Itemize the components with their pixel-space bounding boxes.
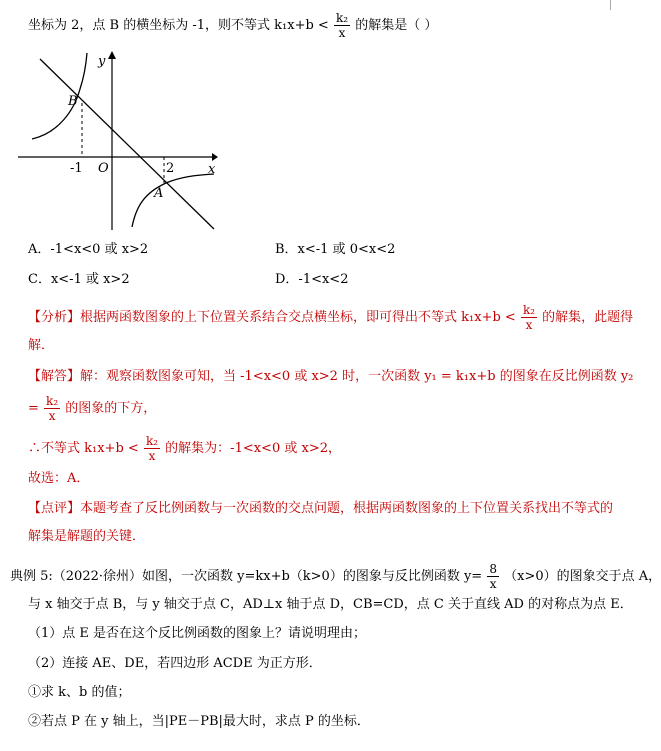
example-line-5: ①求 k、b 的值；: [28, 685, 131, 700]
solution-line-1: 【解答】解：观察函数图象可知，当 -1<x<0 或 x>2 时，一次函数 y₁ = k₁x+b 的图象在反比例函数 y₂: [28, 369, 634, 384]
tick-label-2: 2: [166, 161, 175, 176]
solution-fraction-1-numerator: k₂: [46, 394, 59, 408]
intro-line: [28, 11, 437, 40]
solution-equals: =: [28, 401, 39, 416]
origin-label: O: [98, 161, 109, 176]
example-text-b: （x>0）的图象交于点 A，: [504, 569, 661, 584]
example-line-1: [10, 562, 661, 591]
analysis-line-2: 解．: [28, 338, 55, 353]
solution-fraction-1-denominator: x: [48, 409, 56, 423]
comment-line-1: 【点评】本题考查了反比例函数与一次函数的交点问题，根据两函数图象的上下位置关系找出不等式的: [28, 501, 614, 516]
example-fraction-numerator: 8: [489, 562, 497, 576]
intro-fraction-denominator: x: [338, 26, 346, 40]
page-corner-mark: [610, 0, 621, 10]
point-a-label: A: [154, 186, 164, 201]
function-graph: [18, 47, 218, 232]
example-text-a: 典例 5:（2022·徐州）如图，一次函数 y=kx+b（k>0）的图象与反比例函数 y=: [10, 569, 483, 584]
analysis-fraction-numerator: k₂: [522, 303, 536, 317]
tick-label-neg1: -1: [70, 161, 83, 176]
example-fraction: [487, 562, 499, 591]
comment-line-2: 解集是解题的关键．: [28, 529, 146, 544]
y-axis-arrow: [108, 51, 116, 59]
example-line-3: （1）点 E 是否在这个反比例函数的图象上？请说明理由；: [28, 626, 367, 641]
example-line-6: ②若点 P 在 y 轴上，当|PE－PB|最大时，求点 P 的坐标．: [28, 714, 370, 729]
solution-fraction-2-denominator: x: [148, 449, 156, 463]
choice-c: C．x<-1 或 x>2: [28, 272, 130, 287]
solution-line-2: [28, 394, 156, 423]
example-fraction-denominator: x: [489, 577, 497, 591]
intro-fraction: [334, 11, 350, 40]
y-axis-label: y: [98, 54, 106, 69]
linear-function-line: [40, 59, 214, 229]
analysis-text-b: 的解集，此题得: [542, 310, 634, 325]
solution-fraction-2-numerator: k₂: [145, 434, 159, 448]
intro-fraction-numerator: k₂: [335, 11, 349, 25]
analysis-fraction-denominator: x: [525, 318, 533, 332]
solution-result: 的解集为：-1<x<0 或 x>2，: [165, 441, 341, 456]
analysis-line-1: [28, 303, 633, 332]
intro-text-b: 的解集是（ ）: [355, 18, 438, 33]
x-axis-label: x: [208, 162, 216, 177]
example-line-2: 与 x 轴交于点 B，与 y 轴交于点 C，AD⊥x 轴于点 D，CB=CD，点 C 关于直线 AD 的对称点为点 E．: [28, 597, 633, 612]
solution-line-3: [28, 434, 341, 463]
solution-line-4: 故选：A．: [28, 471, 90, 486]
hyperbola-right-branch: [132, 174, 214, 227]
analysis-text-a: 【分析】根据两函数图象的上下位置关系结合交点横坐标，即可得出不等式 k₁x+b <: [28, 310, 516, 325]
analysis-fraction: [521, 303, 537, 332]
x-axis-arrow: [212, 153, 218, 161]
choice-b: B．x<-1 或 0<x<2: [275, 242, 396, 257]
solution-fraction-2: [144, 434, 160, 463]
choice-d: D．-1<x<2: [275, 272, 349, 287]
solution-text-below: 的图象的下方，: [65, 401, 157, 416]
solution-fraction-1: [44, 394, 60, 423]
intro-text-a: 坐标为 2，点 B 的横坐标为 -1，则不等式 k₁x+b <: [28, 18, 329, 33]
point-b-label: B: [68, 94, 78, 109]
solution-therefore: ∴不等式 k₁x+b <: [28, 441, 139, 456]
choice-a: A．-1<x<0 或 x>2: [28, 242, 149, 257]
example-line-4: （2）连接 AE、DE，若四边形 ACDE 为正方形．: [28, 656, 322, 671]
